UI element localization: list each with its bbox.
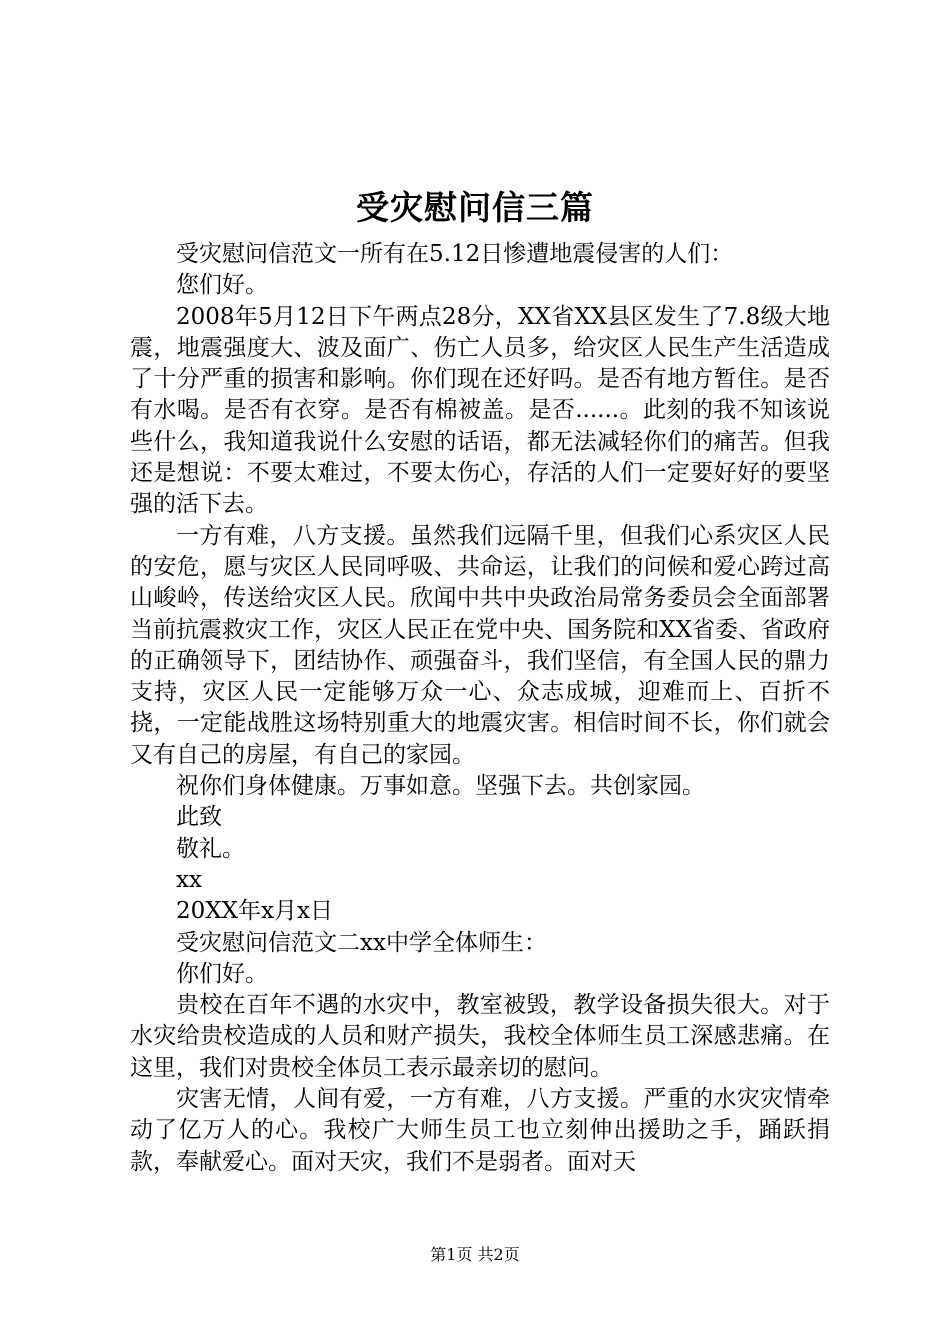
body-paragraph: 2008年5月12日下午两点28分，XX省XX县区发生了7.8级大地震，地震强度大、波及面广、伤亡人员多，给灾区人民生产生活造成了十分严重的损害和影响。你们现在还好吗。是否有地方暂住。是否有水喝。是否有衣穿。是否有棉被盖。是否......。此刻的我不知该说些什么，我知道我说什么安慰的话语，都无法减轻你们的痛苦。但我还是想说：不要太难过，不要太伤心，存活的人们一定要好好的要坚强的活下去。 [130, 303, 830, 518]
signature-line: xx [176, 866, 202, 893]
salutation-paragraph: 受灾慰问信范文一所有在5.12日惨遭地震侵害的人们： [176, 241, 734, 267]
document-title: 受灾慰问信三篇 [356, 188, 594, 227]
wishes-paragraph: 祝你们身体健康。万事如意。坚强下去。共创家园。 [176, 773, 705, 800]
page-number-footer: 第1页 共2页 [430, 1245, 520, 1264]
body-paragraph: 贵校在百年不遇的水灾中，教室被毁，教学设备损失很大。对于水灾给贵校造成的人员和财产损失，我校全体师生员工深感悲痛。在这里，我们对贵校全体员工表示最亲切的慰问。 [130, 992, 830, 1081]
body-paragraph: 一方有难，八方支援。虽然我们远隔千里，但我们心系灾区人民的安危，愿与灾区人民同呼吸、共命运，让我们的问候和爱心跨过高山峻岭，传送给灾区人民。欣闻中共中央政治局常务委员会全面部署当前抗震救灾工作，灾区人民正在党中央、国务院和XX省委、省政府的正确领导下，团结协作、顽强奋斗，我们坚信，有全国人民的鼎力支持，灾区人民一定能够万众一心、众志成城，迎难而上、百折不挠，一定能战胜这场特别重大的地震灾害。相信时间不长，你们就会又有自己的房屋，有自己的家园。 [130, 522, 830, 768]
greeting-paragraph: 你们好。 [176, 960, 268, 987]
greeting-paragraph: 您们好。 [176, 272, 268, 299]
salutation-paragraph: 受灾慰问信范文二xx中学全体师生： [176, 929, 547, 956]
closing-line: 敬礼。 [176, 835, 245, 862]
date-line: 20XX年x月x日 [176, 898, 333, 925]
body-paragraph: 灾害无情，人间有爱，一方有难，八方支援。严重的水灾灾情牵动了亿万人的心。我校广大师生员工也立刻伸出援助之手，踊跃捐款，奉献爱心。面对天灾，我们不是弱者。面对天 [130, 1086, 830, 1175]
document-body [130, 239, 830, 1178]
closing-line: 此致 [176, 804, 222, 831]
